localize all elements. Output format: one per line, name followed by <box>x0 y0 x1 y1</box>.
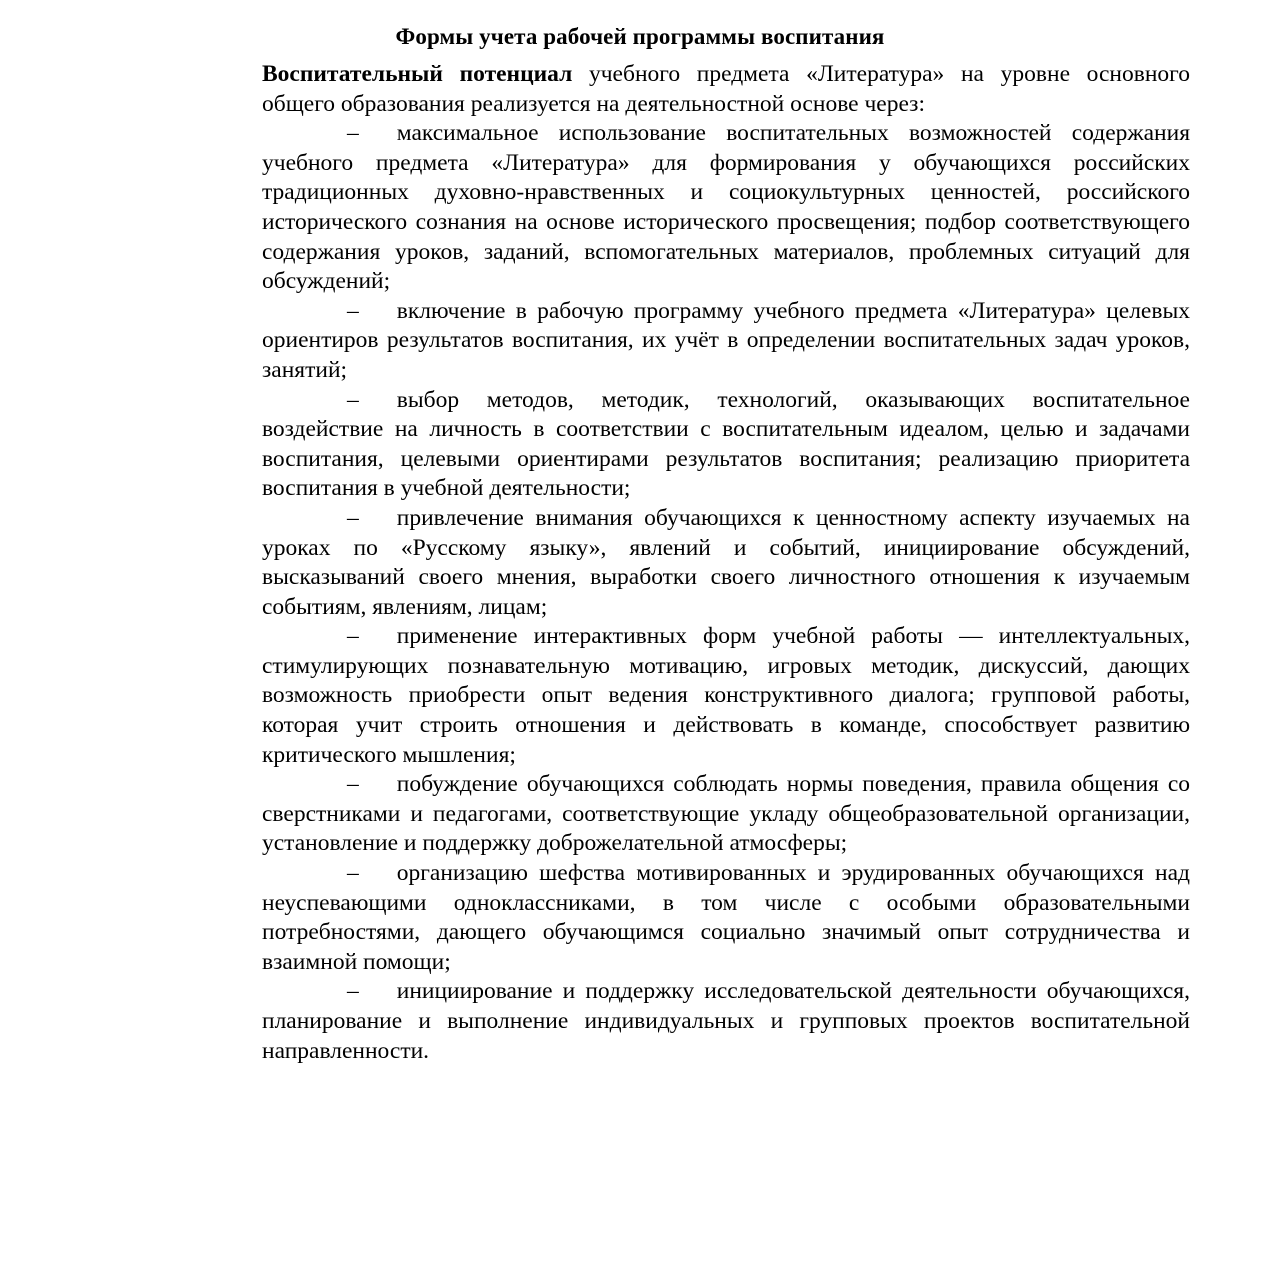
bullet-marker: – <box>347 860 359 887</box>
bullet-marker: – <box>347 623 359 650</box>
bullet-marker: – <box>347 297 359 324</box>
bullet-text: применение интерактивных форм учебной работы — интеллектуальных, стимулирующих познавательную мотивацию, игровых методик, дискуссий, дающих возможность приобрести опыт ведения конструктивного диалога; групповой работы, которая учит строить отношения и действовать в команде, способствует развитию критического мышления; <box>262 623 1190 768</box>
bullet-text: организацию шефства мотивированных и эрудированных обучающихся над неуспевающими одноклассниками, в том числе с особыми образовательными потребностями, дающего обучающимся социально значимый опыт сотрудничества и взаимной помощи; <box>262 860 1190 975</box>
lead-rest: учебного предмета «Литература» на уровне основного общего образования реализуется на деятельностной основе через: <box>262 61 1190 117</box>
bullet-text: инициирование и поддержку исследовательской деятельности обучающихся, планирование и выполнение индивидуальных и групповых проектов воспитательной направленности. <box>262 978 1190 1064</box>
document-body <box>262 60 1190 1066</box>
bullet-item-2 <box>262 297 1190 386</box>
page-title: Формы учета рабочей программы воспитания <box>395 24 885 50</box>
bullet-marker: – <box>347 771 359 798</box>
bullet-text: привлечение внимания обучающихся к ценностному аспекту изучаемых на уроках по «Русскому языку», явлений и событий, инициирование обсуждений, высказываний своего мнения, выработки своего личностного отношения к изучаемым событиям, явлениям, лицам; <box>262 504 1190 620</box>
lead-bold-prefix: Воспитательный потенциал <box>262 61 573 87</box>
bullet-marker: – <box>347 978 359 1005</box>
bullet-marker: – <box>347 386 359 413</box>
bullet-item-1 <box>262 119 1190 297</box>
lead-paragraph <box>262 60 1190 119</box>
bullet-text: максимальное использование воспитательных возможностей содержания учебного предмета «Литература» для формирования у обучающихся российских традиционных духовно-нравственных и социокультурных ценностей, российского исторического сознания на основе исторического просвещения; подбор соответствующего содержания уроков, заданий, вспомогательных материалов, проблемных ситуаций для обсуждений; <box>262 120 1190 295</box>
bullet-text: включение в рабочую программу учебного предмета «Литература» целевых ориентиров результатов воспитания, их учёт в определении воспитательных задач уроков, занятий; <box>262 297 1190 383</box>
bullet-text: побуждение обучающихся соблюдать нормы поведения, правила общения со сверстниками и педагогами, соответствующие укладу общеобразовательной организации, установление и поддержку доброжелательной атмосферы; <box>262 771 1190 857</box>
bullet-item-8 <box>262 977 1190 1066</box>
bullet-item-6 <box>262 770 1190 859</box>
bullet-item-4 <box>262 504 1190 622</box>
bullet-text: выбор методов, методик, технологий, оказывающих воспитательное воздействие на личность в соответствии с воспитательным идеалом, целью и задачами воспитания, целевыми ориентирами результатов воспитания; реализацию приоритета воспитания в учебной деятельности; <box>262 386 1190 502</box>
bullet-marker: – <box>347 120 359 147</box>
bullet-marker: – <box>347 504 359 531</box>
bullet-item-3 <box>262 386 1190 504</box>
bullet-item-5 <box>262 622 1190 770</box>
bullet-item-7 <box>262 859 1190 977</box>
